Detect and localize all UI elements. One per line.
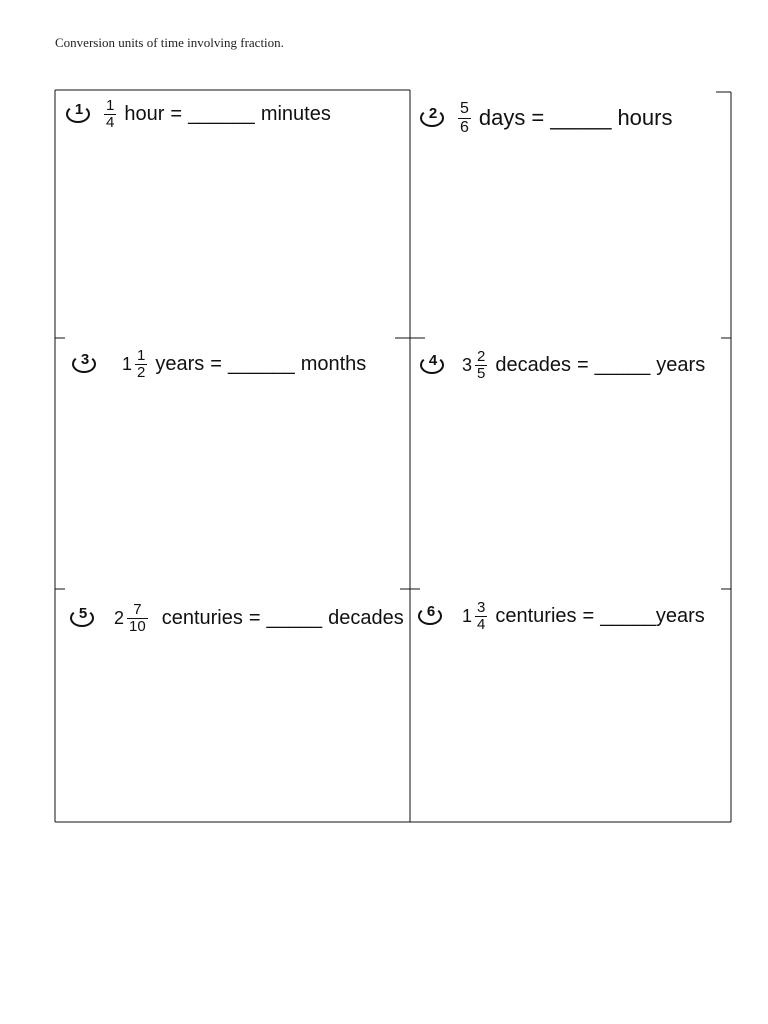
problem-6	[418, 596, 730, 636]
problem-2	[420, 98, 730, 138]
equals-sign: =	[576, 353, 589, 376]
answer-blank[interactable]: _____	[550, 105, 612, 130]
fraction: $\frac{5}{6}$	[460, 99, 469, 136]
from-unit: years	[155, 352, 205, 375]
fraction: $\frac{3}{4}$	[477, 598, 486, 633]
from-unit: decades	[495, 353, 571, 376]
fraction: $\frac{1}{2}$	[137, 346, 146, 381]
page-title: Conversion units of time involving fraction.	[55, 35, 284, 50]
to-unit: minutes	[260, 102, 331, 125]
whole-number: 2	[114, 607, 125, 628]
fraction: $\frac{1}{4}$	[106, 98, 115, 130]
problem-number-badge: 5	[70, 607, 96, 629]
to-unit: years	[655, 604, 705, 627]
answer-blank[interactable]: _____	[266, 606, 323, 629]
problem-1	[66, 98, 406, 130]
from-unit: centuries	[495, 604, 577, 627]
problem-number-badge: 4	[420, 354, 446, 376]
equals-sign: =	[531, 105, 545, 130]
answer-blank[interactable]: _____	[600, 604, 656, 627]
problem-number-badge: 6	[418, 605, 444, 627]
whole-number: 1	[462, 605, 473, 626]
from-unit: days	[478, 105, 526, 130]
to-unit: decades	[328, 606, 404, 629]
problem-5	[70, 598, 408, 638]
to-unit: months	[300, 352, 367, 375]
from-unit: hour	[124, 102, 165, 125]
to-unit: years	[656, 353, 706, 376]
equals-sign: =	[582, 604, 595, 627]
problem-number-badge: 2	[420, 107, 446, 129]
answer-blank[interactable]: _____	[594, 353, 651, 376]
problem-3	[72, 345, 406, 383]
problem-4	[420, 345, 730, 385]
problem-number-badge: 1	[66, 103, 92, 125]
whole-number: 3	[462, 354, 473, 375]
from-unit: centuries	[161, 606, 243, 629]
whole-number: 1	[122, 353, 133, 374]
fraction: $\frac{2}{5}$	[477, 347, 486, 382]
problem-number-badge: 3	[72, 353, 98, 375]
equals-sign: =	[248, 606, 261, 629]
equals-sign: =	[170, 102, 183, 125]
fraction: $\frac{7}{10}$	[129, 600, 146, 635]
to-unit: hours	[617, 105, 673, 130]
answer-blank[interactable]: ______	[227, 352, 295, 375]
answer-blank[interactable]: ______	[188, 102, 255, 125]
equals-sign: =	[210, 352, 222, 375]
